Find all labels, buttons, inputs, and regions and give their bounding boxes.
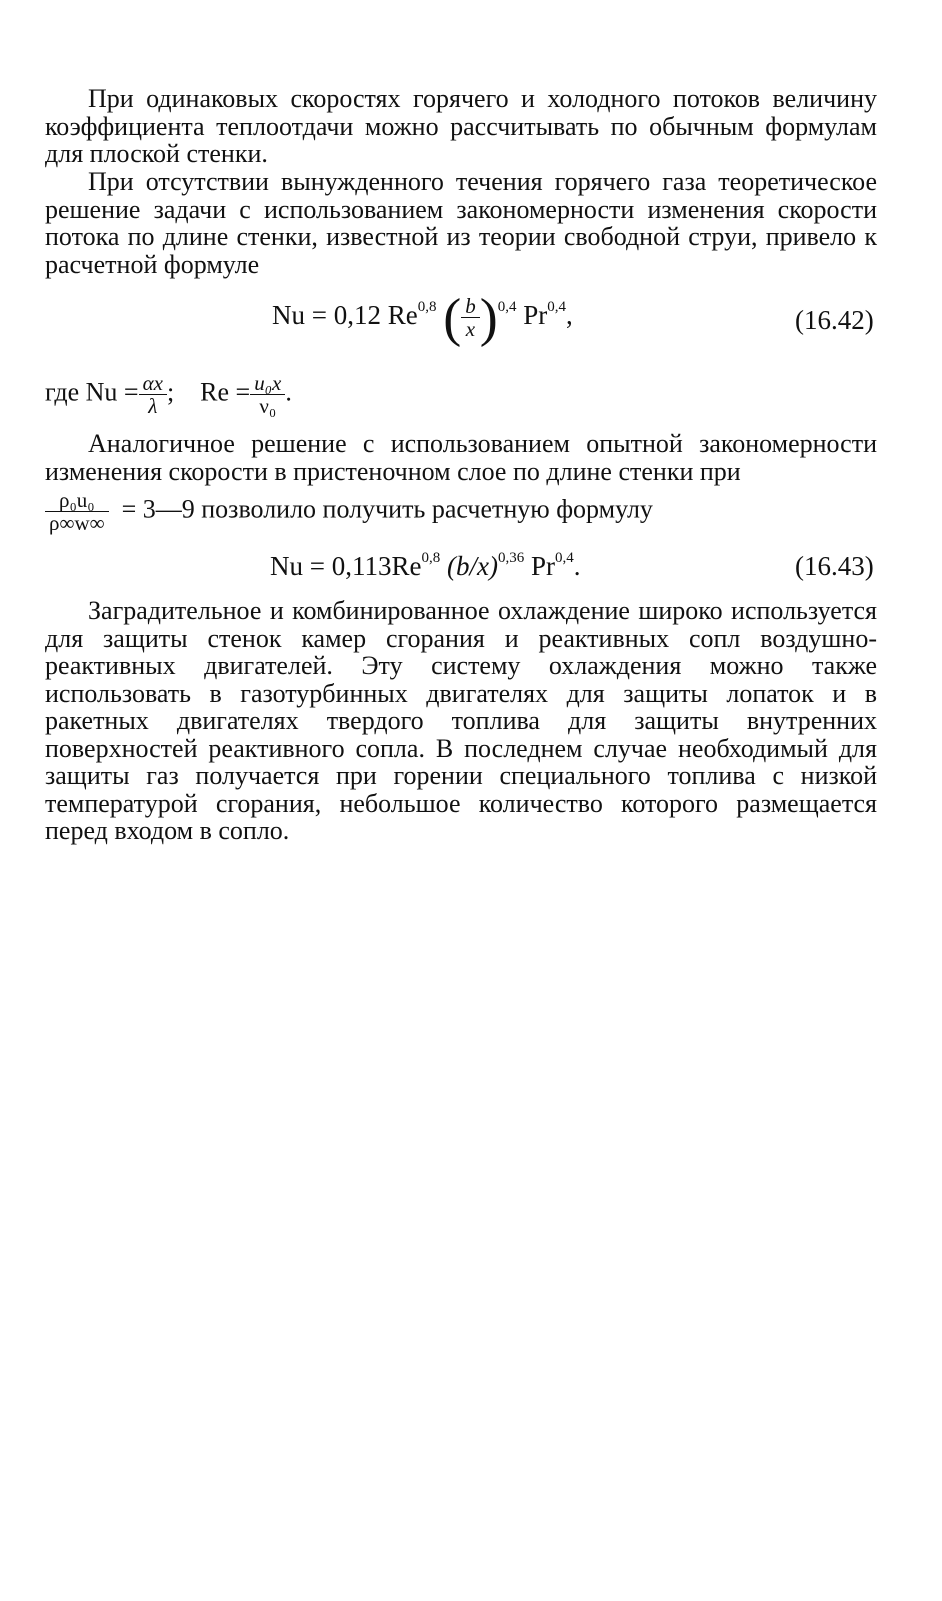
equation-number-16-42: (16.42): [795, 305, 874, 335]
paragraph-1: [45, 85, 877, 168]
re-definition-fraction: $\frac{\text{u₀x}}{\text{ν₀}}$: [250, 372, 285, 417]
equation-number-16-43: (16.43): [795, 551, 874, 581]
ratio-line: [45, 489, 653, 534]
equation-16-43: [0, 551, 942, 585]
where-definitions: где Nu = $\frac{\alpha x}{\lambda}$ ; Re = $\frac{\text{u₀x}}{\text{ν₀}}$ .: [45, 371, 292, 419]
density-velocity-ratio: $\frac{\text{ρ₀u₀}}{\rho\infty w\infty}$: [45, 489, 109, 534]
paragraph-3-text: Аналогичное решение с использованием опытной закономерности изменения скорости в пристеночном слое по длине стенки при: [45, 429, 877, 486]
paragraph-3: [45, 430, 877, 485]
paragraph-4-text: Заградительное и комбинированное охлаждение широко используется для защиты стенок камер сгорания и реактивных сопл воздушно-реактивных двигателей. Эту систему охлаждения можно также использовать в газотурбинных двигателях для защиты лопаток и в ракетных двигателях твердого топлива для защиты внутренних поверхностей реактивного сопла. В последнем случае необходимый для защиты газ получается при горении специального топлива с низкой температурой сгорания, небольшое количество которого размещается перед входом в сопло.: [45, 596, 877, 845]
paragraph-1-text: При одинаковых скоростях горячего и холодного потоков величину коэффициента теплоотдачи можно рассчитывать по обычным формулам для плоской стенки.: [45, 84, 877, 168]
paragraph-3-continuation: = 3—9 позволило получить расчетную формулу: [121, 494, 653, 524]
equation-16-42-body: Nu = 0,12 Re$^{0,8}$ ( $\frac{b}{x}$ )$^{0,4}$ Pr$^{0,4}$,: [272, 287, 573, 348]
nu-definition-fraction: $\frac{\alpha x}{\lambda}$: [139, 372, 167, 417]
equation-16-42: [0, 287, 942, 355]
paragraph-2: [45, 168, 877, 278]
paragraph-4: [45, 597, 877, 845]
b-over-x-fraction: $\frac{b}{x}$: [461, 295, 480, 340]
paragraph-2-text: При отсутствии вынужденного течения горячего газа теоретическое решение задачи с использованием закономерности изменения скорости потока по длине стенки, известной из теории свободной струи, привело к расчетной формуле: [45, 167, 877, 279]
equation-16-43-body: Nu = 0,113Re$^{0,8}$ $(b/x)^{0,36}$ Pr$^{0,4}$.: [270, 550, 581, 581]
